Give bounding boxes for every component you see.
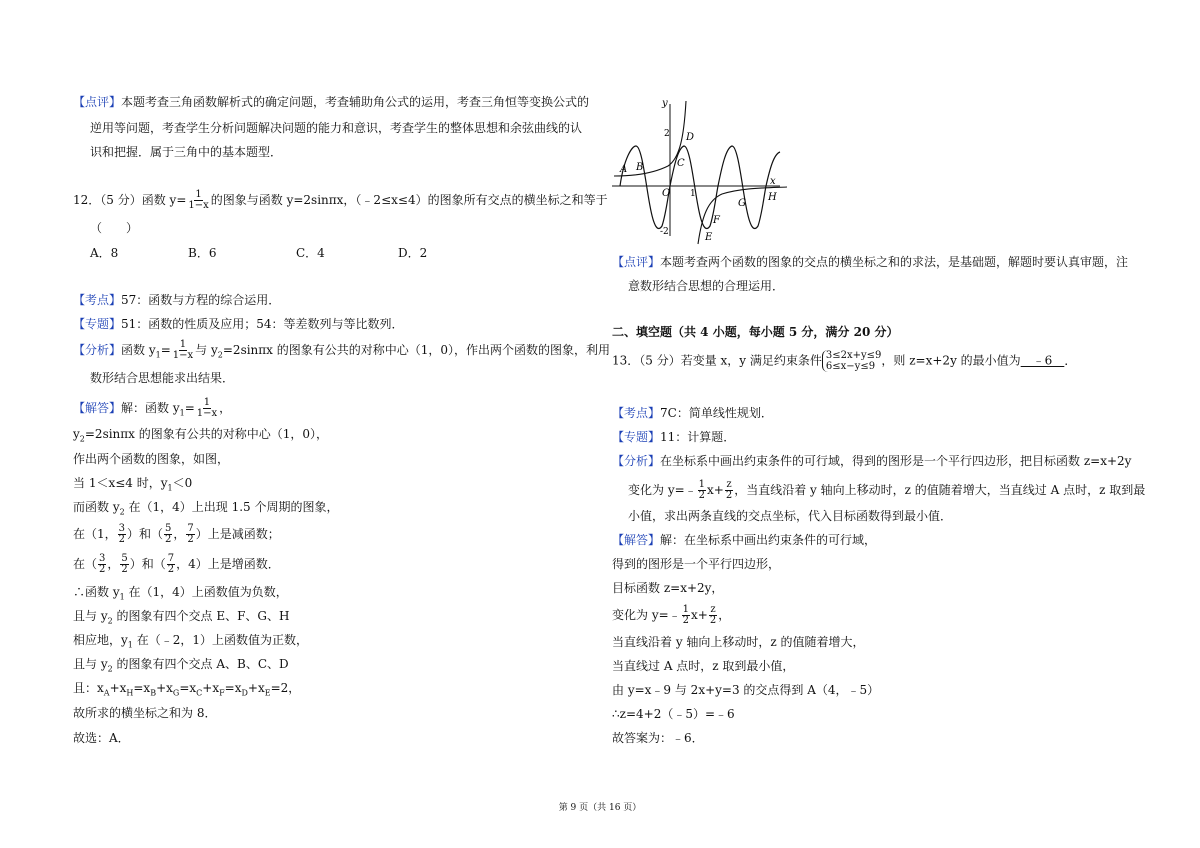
fenxi-line-1: 【分析】函数 $y_1=$ $\frac{1}{1-x}$ 与 $y_2=2\sin\pi x$ 的图象有公共的对称中心（1，0），作出两个函数的图象，利用	[73, 339, 611, 361]
right-solution-line: 变化为 y=﹣ $\frac{1}{2}$ x+ $\frac{z}{2}$ ，	[612, 604, 731, 626]
review-line-1: 【点评】本题考查三角函数解析式的确定问题，考查辅助角公式的运用，考查三角恒等变换公式的	[73, 95, 590, 109]
solution-line: 在（1， $\frac{3}{2}$ ）和（ $\frac{5}{2}$ ， $\frac{7}{2}$ ）上是减函数；	[73, 523, 280, 545]
function-graph	[612, 96, 792, 246]
point-e: E	[705, 232, 713, 243]
point-f: F	[713, 215, 720, 226]
solution-line: 在（ $\frac{3}{2}$ ， $\frac{5}{2}$ ）和（ $\frac{7}{2}$ ，4）上是增函数．	[73, 553, 280, 575]
solution-line: 故所求的横坐标之和为 8．	[73, 706, 217, 720]
option-c: C．4	[296, 246, 325, 260]
right-solution-line: ∴z=4+2（﹣5）=﹣6	[612, 707, 735, 721]
tick-2: 2	[664, 129, 670, 139]
option-d: D．2	[398, 246, 428, 260]
right-zhuanti: 【专题】11：计算题．	[612, 430, 736, 444]
solution-line: 作出两个函数的图象，如图，	[73, 452, 230, 466]
point-g: G	[738, 198, 746, 209]
review-line-2: 逆用等问题，考查学生分析问题解决问题的能力和意识，考查学生的整体思想和余弦曲线的认	[90, 121, 583, 135]
right-solution-line: 由 y=x﹣9 与 2x+y=3 的交点得到 A（4，﹣5）	[612, 683, 880, 697]
solution-line: 而函数 $y_2$ 在（1，4）上出现 1.5 个周期的图象，	[73, 500, 339, 517]
solution-line: 且与 $y_2$ 的图象有四个交点 A、B、C、D	[73, 657, 289, 674]
origin-label: O	[662, 188, 671, 199]
solution-line: 且与 $y_2$ 的图象有四个交点 E、F、G、H	[73, 609, 290, 626]
sine-curve	[620, 146, 780, 229]
tick-1: 1	[690, 189, 696, 199]
right-kaodian: 【考点】7C：简单线性规划．	[612, 406, 773, 420]
solution-line: 故选：A．	[73, 731, 130, 745]
question-13-stem: 13．（5 分）若变量 x，y 满足约束条件 3≤2x+y≤9 6≤x−y≤9 ，则 z=x+2y 的最小值为 ﹣6 ．	[612, 350, 1077, 372]
right-review-line-1: 【点评】本题考查两个函数的图象的交点的横坐标之和的求法，是基础题，解题时要认真审题，注	[612, 255, 1129, 269]
right-solution-line: 故答案为：﹣6．	[612, 731, 704, 745]
right-fenxi-3: 小值，求出两条直线的交点坐标，代入目标函数得到最小值．	[628, 509, 953, 523]
fenxi-line-2: 数形结合思想能求出结果．	[90, 371, 235, 385]
point-b: B	[636, 162, 644, 173]
solution-line: 当 1＜x≤4 时，$y_1<0$	[73, 476, 193, 493]
review-tag: 【点评】	[73, 95, 122, 109]
right-solution-line: 当直线过 A 点时，z 取到最小值，	[612, 659, 795, 673]
right-review-line-2: 意数形结合思想的合理运用．	[628, 279, 785, 293]
solution-line: $y_2=2\sin\pi x$ 的图象有公共的对称中心（1，0），	[73, 427, 329, 444]
point-d: D	[686, 132, 695, 143]
point-h: H	[768, 192, 777, 203]
y-axis-label: y	[662, 98, 668, 109]
right-solution-line: 当直线沿着 y 轴向上移动时，z 的值随着增大，	[612, 635, 865, 649]
page-footer: 第 9 页（共 16 页）	[558, 803, 642, 813]
constraint-system: 3≤2x+y≤9 6≤x−y≤9	[822, 350, 882, 372]
tick-neg2: -2	[660, 227, 669, 237]
jieda-line: 【解答】解：函数 $y_1=$ $\frac{1}{1-x}$ ，	[73, 397, 232, 419]
right-jieda: 【解答】解：在坐标系中画出约束条件的可行域，	[612, 533, 877, 547]
point-a: A	[620, 164, 628, 175]
x-axis-label: x	[770, 176, 776, 187]
option-b: B．6	[188, 246, 217, 260]
right-solution-line: 目标函数 z=x+2y，	[612, 581, 724, 595]
zhuanti-line: 【专题】51：函数的性质及应用；54：等差数列与等比数列．	[73, 317, 404, 331]
right-solution-line: 得到的图形是一个平行四边形，	[612, 557, 781, 571]
kaodian-line: 【考点】57：函数与方程的综合运用．	[73, 293, 281, 307]
option-a: A．8	[90, 246, 119, 260]
point-c: C	[677, 158, 685, 169]
right-fenxi-2: 变化为 y=﹣ $\frac{1}{2}$ x+ $\frac{z}{2}$ ，当直线沿着 y 轴向上移动时，z 的值随着增大，当直线过 A 点时，z 取到最	[628, 479, 1146, 501]
review-line-3: 识和把握．属于三角中的基本题型．	[90, 145, 283, 159]
section-title: 二、填空题（共 4 小题，每小题 5 分，满分 20 分）	[612, 325, 899, 339]
solution-line: 相应地，$y_1$ 在（﹣2，1）上函数值为正数，	[73, 633, 308, 650]
solution-line: 且：$x_A+x_H=x_B+x_G=x_C+x_F=x_D+x_E=2$，	[73, 681, 301, 698]
right-fenxi-1: 【分析】在坐标系中画出约束条件的可行域，得到的图形是一个平行四边形，把目标函数 z=x+2y	[612, 454, 1132, 468]
fraction: $\frac{1}{1-x}$	[188, 189, 209, 211]
solution-line: ∴函数 $y_1$ 在（1，4）上函数值为负数，	[73, 585, 288, 602]
answer-blank: ﹣6	[1020, 353, 1065, 368]
question-12-stem: 12．（5 分）函数 y= $\frac{1}{1-x}$ 的图象与函数 y=2sinπx，（﹣2≤x≤4）的图象所有交点的横坐标之和等于	[73, 189, 608, 211]
question-12-paren: （ ）	[90, 221, 139, 235]
